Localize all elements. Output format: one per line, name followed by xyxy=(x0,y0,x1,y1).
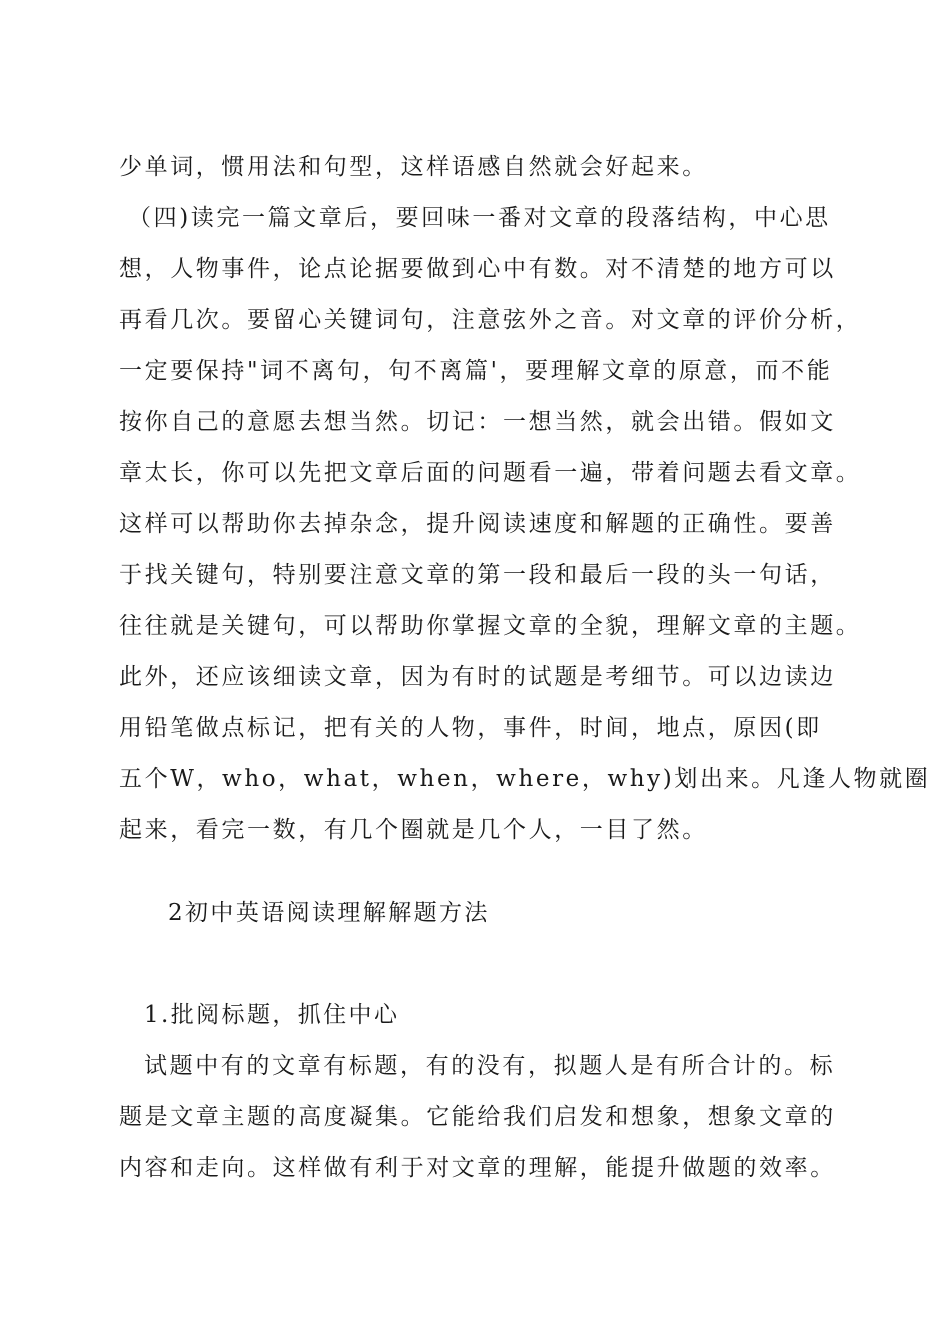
paragraph-line: 少单词，惯用法和句型，这样语感自然就会好起来。 xyxy=(119,154,708,180)
paragraph-line: 试题中有的文章有标题，有的没有，拟题人是有所合计的。标 xyxy=(144,1053,836,1079)
paragraph-line: 想，人物事件，论点论据要做到心中有数。对不清楚的地方可以 xyxy=(119,256,836,282)
paragraph-line: 往往就是关键句，可以帮助你掌握文章的全貌，理解文章的主题。 xyxy=(119,613,862,639)
paragraph-line: 内容和走向。这样做有利于对文章的理解，能提升做题的效率。 xyxy=(119,1155,836,1181)
paragraph-line: 章太长，你可以先把文章后面的问题看一遍，带着问题去看文章。 xyxy=(119,460,862,486)
subheading: 1.批阅标题，抓住中心 xyxy=(144,1002,400,1028)
paragraph-line: 用铅笔做点标记，把有关的人物，事件，时间，地点，原因(即 xyxy=(119,715,822,741)
paragraph-line: 这样可以帮助你去掉杂念，提升阅读速度和解题的正确性。要善 xyxy=(119,511,836,537)
paragraph-line: 五个W，who，what，when，where，why)划出来。凡逢人物就圈 xyxy=(119,766,931,792)
paragraph-line: 再看几次。要留心关键词句，注意弦外之音。对文章的评价分析， xyxy=(119,307,862,333)
paragraph-line: 按你自己的意愿去想当然。切记：一想当然，就会出错。假如文 xyxy=(119,409,836,435)
paragraph-line: 此外，还应该细读文章，因为有时的试题是考细节。可以边读边 xyxy=(119,664,836,690)
paragraph-line: 一定要保持"词不离句，句不离篇'，要理解文章的原意，而不能 xyxy=(119,358,833,384)
section-heading: 2初中英语阅读理解解题方法 xyxy=(168,900,490,926)
paragraph-line: 于找关键句，特别要注意文章的第一段和最后一段的头一句话， xyxy=(119,562,836,588)
paragraph-line: 起来，看完一数，有几个圈就是几个人，一目了然。 xyxy=(119,817,708,843)
paragraph-line: （四)读完一篇文章后，要回味一番对文章的段落结构，中心思 xyxy=(128,205,831,231)
paragraph-line: 题是文章主题的高度凝集。它能给我们启发和想象，想象文章的 xyxy=(119,1104,836,1130)
